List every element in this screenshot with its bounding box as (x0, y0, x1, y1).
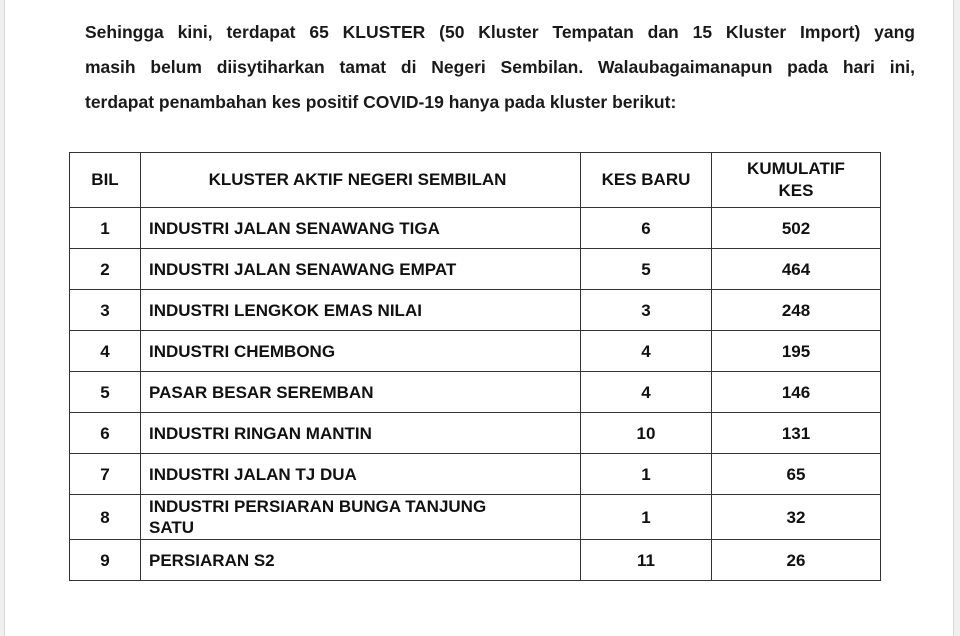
cell-cluster-name: INDUSTRI RINGAN MANTIN (141, 413, 581, 454)
table-row (70, 495, 881, 540)
cell-cluster-name: INDUSTRI JALAN TJ DUA (141, 454, 581, 495)
cell-cumulative: 26 (712, 540, 881, 581)
cell-cumulative: 131 (712, 413, 881, 454)
cell-new-cases: 4 (581, 331, 712, 372)
table-row (70, 208, 881, 249)
cell-cluster-name: INDUSTRI LENGKOK EMAS NILAI (141, 290, 581, 331)
cell-cumulative: 502 (712, 208, 881, 249)
cell-cumulative: 32 (712, 495, 881, 540)
header-new-cases: KES BARU (581, 153, 712, 208)
cell-cumulative: 248 (712, 290, 881, 331)
table-row (70, 290, 881, 331)
header-cumulative: KUMULATIF KES (712, 153, 881, 208)
intro-line: terdapat penambahan kes positif COVID-19 hanya pada kluster berikut: (85, 92, 677, 112)
table-row (70, 540, 881, 581)
cell-bil: 1 (70, 208, 141, 249)
cell-new-cases: 10 (581, 413, 712, 454)
cell-new-cases: 5 (581, 249, 712, 290)
cell-new-cases: 1 (581, 454, 712, 495)
cell-bil: 6 (70, 413, 141, 454)
intro-paragraph (85, 16, 915, 121)
table-row (70, 372, 881, 413)
cell-new-cases: 4 (581, 372, 712, 413)
table-row (70, 249, 881, 290)
intro-line: Sehingga kini, terdapat 65 KLUSTER (50 Kluster Tempatan dan 15 Kluster Import) yang (85, 22, 915, 42)
cell-cumulative: 146 (712, 372, 881, 413)
cluster-table (69, 152, 881, 581)
cell-bil: 2 (70, 249, 141, 290)
header-cluster-name: KLUSTER AKTIF NEGERI SEMBILAN (141, 153, 581, 208)
cell-cumulative: 195 (712, 331, 881, 372)
cell-cluster-name: INDUSTRI JALAN SENAWANG TIGA (141, 208, 581, 249)
cell-cluster-name: PASAR BESAR SEREMBAN (141, 372, 581, 413)
intro-line: masih belum diisytiharkan tamat di Negeri Sembilan. Walaubagaimanapun pada hari ini, (85, 57, 915, 77)
cell-cluster-name: INDUSTRI JALAN SENAWANG EMPAT (141, 249, 581, 290)
cell-cluster-name: INDUSTRI CHEMBONG (141, 331, 581, 372)
cell-cumulative: 464 (712, 249, 881, 290)
cell-cluster-name: INDUSTRI PERSIARAN BUNGA TANJUNG SATU (141, 495, 581, 540)
cell-bil: 8 (70, 495, 141, 540)
cell-bil: 5 (70, 372, 141, 413)
cell-bil: 4 (70, 331, 141, 372)
header-bil: BIL (70, 153, 141, 208)
cell-new-cases: 11 (581, 540, 712, 581)
cell-cumulative: 65 (712, 454, 881, 495)
cell-bil: 9 (70, 540, 141, 581)
cell-new-cases: 3 (581, 290, 712, 331)
table-header-row (70, 153, 881, 208)
table-row (70, 413, 881, 454)
cell-cluster-name: PERSIARAN S2 (141, 540, 581, 581)
cell-bil: 7 (70, 454, 141, 495)
table-row (70, 331, 881, 372)
table-row (70, 454, 881, 495)
cell-bil: 3 (70, 290, 141, 331)
cell-new-cases: 6 (581, 208, 712, 249)
cell-new-cases: 1 (581, 495, 712, 540)
